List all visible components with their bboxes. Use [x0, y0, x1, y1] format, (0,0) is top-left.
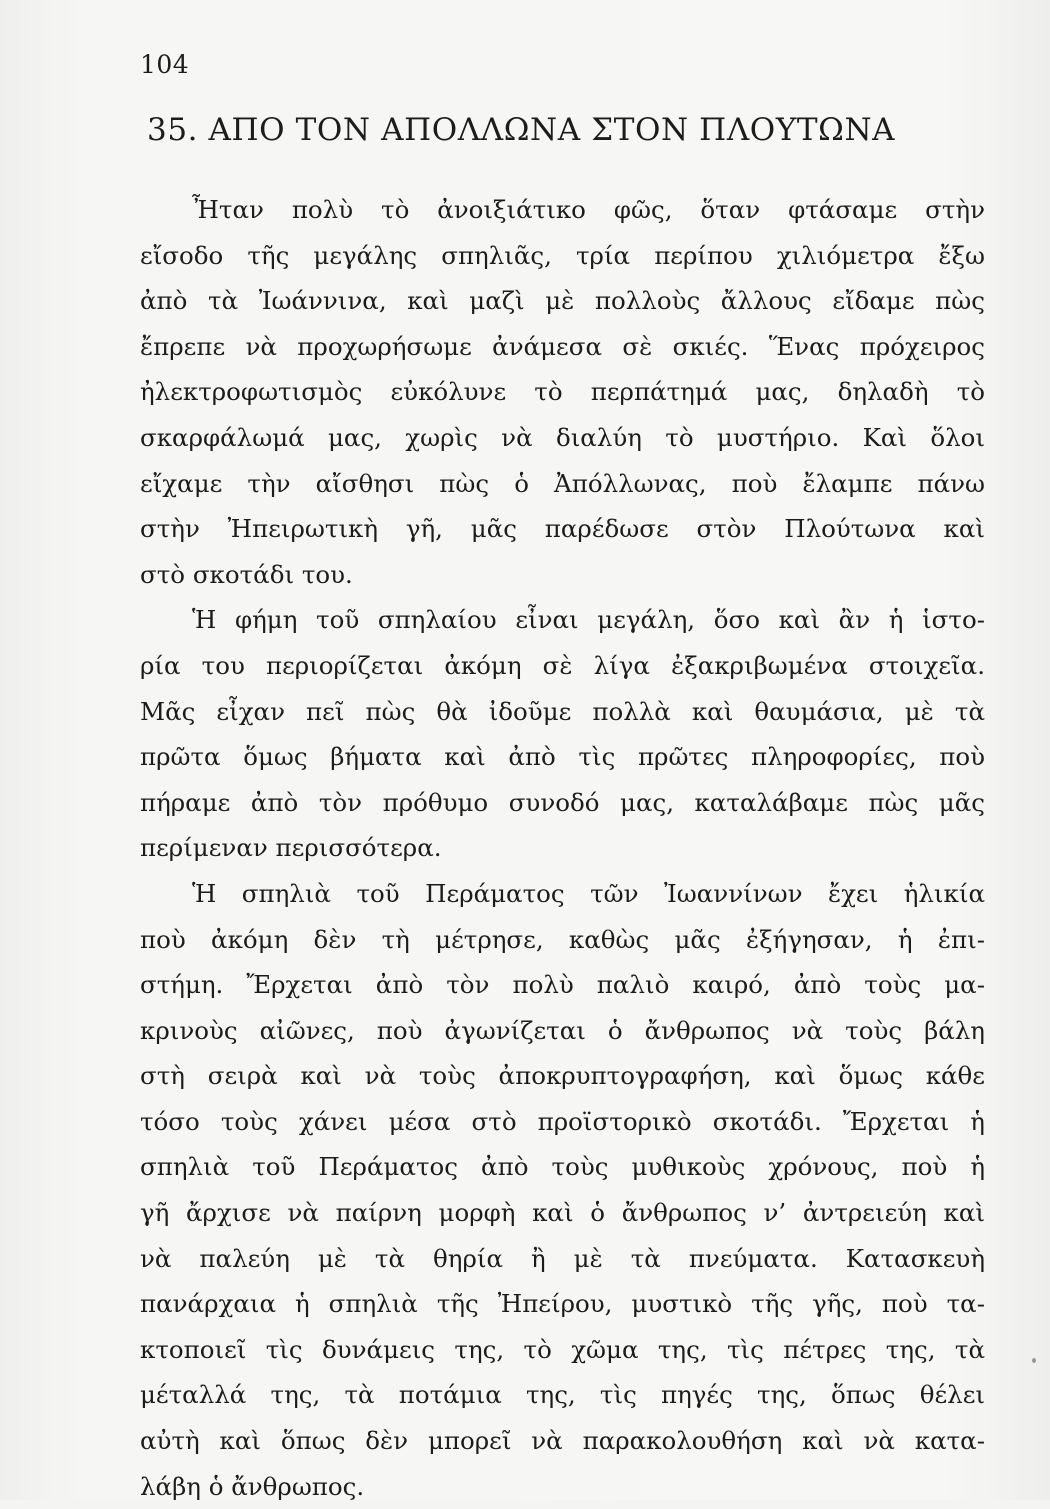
text-line: πήραμε ἀπὸ τὸν πρόθυμο συνοδό μας, καταλάβαμε πὼς μᾶς: [140, 787, 985, 817]
text-line: στὴ σειρὰ καὶ νὰ τοὺς ἀποκρυπτογραφήση, καὶ ὅμως κάθε: [140, 1061, 985, 1091]
text-line: νὰ παλεύη μὲ τὰ θηρία ἢ μὲ τὰ πνεύματα. Κατασκευὴ: [140, 1243, 985, 1273]
text-line: μέταλλά της, τὰ ποτάμια της, τὶς πηγές της, ὅπως θέλει: [140, 1380, 985, 1410]
chapter-title: 35. ΑΠΟ ΤΟΝ ΑΠΟΛΛΩΝΑ ΣΤΟΝ ΠΛΟΥΤΩΝΑ: [147, 112, 896, 148]
text-line: στὸ σκοτάδι του.: [140, 559, 353, 589]
text-line: ρία του περιορίζεται ἀκόμη σὲ λίγα ἐξακριβωμένα στοιχεῖα.: [140, 650, 985, 680]
text-line: αὐτὴ καὶ ὅπως δὲν μπορεῖ νὰ παρακολουθήση καὶ νὰ κατα-: [140, 1426, 985, 1456]
text-line: σπηλιὰ τοῦ Περάματος ἀπὸ τοὺς μυθικοὺς χρόνους, ποὺ ἡ: [140, 1152, 985, 1182]
text-line: ἠλεκτροφωτισμὸς εὐκόλυνε τὸ περπάτημά μας, δηλαδὴ τὸ: [140, 377, 985, 407]
text-line: εἴχαμε τὴν αἴσθησι πὼς ὁ Ἀπόλλωνας, ποὺ ἔλαμπε πάνω: [140, 468, 985, 498]
text-line: Μᾶς εἶχαν πεῖ πὼς θὰ ἰδοῦμε πολλὰ καὶ θαυμάσια, μὲ τὰ: [140, 696, 985, 726]
paper-speck: [1032, 1358, 1036, 1363]
text-line: εἴσοδο τῆς μεγάλης σπηλιᾶς, τρία περίπου χιλιόμετρα ἔξω: [140, 240, 985, 270]
text-line: ἔπρεπε νὰ προχωρήσωμε ἀνάμεσα σὲ σκιές. Ἕνας πρόχειρος: [140, 331, 985, 361]
text-line: Ἦταν πολὺ τὸ ἀνοιξιάτικο φῶς, ὅταν φτάσαμε στὴν: [192, 195, 985, 224]
text-line: τόσο τοὺς χάνει μέσα στὸ προϊστορικὸ σκοτάδι. Ἔρχεται ἡ: [140, 1106, 985, 1136]
text-line: περίμεναν περισσότερα.: [140, 833, 442, 863]
text-line: σκαρφάλωμά μας, χωρὶς νὰ διαλύη τὸ μυστήριο. Καὶ ὅλοι: [140, 422, 985, 452]
text-line: πανάρχαια ἡ σπηλιὰ τῆς Ἠπείρου, μυστικὸ τῆς γῆς, ποὺ τα-: [140, 1289, 985, 1319]
text-line: κτοποιεῖ τὶς δυνάμεις της, τὸ χῶμα της, τὶς πέτρες της, τὰ: [140, 1334, 985, 1364]
page-number: 104: [140, 50, 190, 79]
text-line: στήμη. Ἔρχεται ἀπὸ τὸν πολὺ παλιὸ καιρό, ἀπὸ τοὺς μα-: [140, 970, 985, 1000]
text-line: στὴν Ἠπειρωτικὴ γῆ, μᾶς παρέδωσε στὸν Πλούτωνα καὶ: [140, 514, 985, 544]
text-line: κρινοὺς αἰῶνες, ποὺ ἀγωνίζεται ὁ ἄνθρωπος νὰ τοὺς βάλη: [140, 1015, 985, 1045]
text-line: γῆ ἄρχισε νὰ παίρνη μορφὴ καὶ ὁ ἄνθρωπος ν’ ἀντρειεύη καὶ: [140, 1198, 985, 1228]
text-line: λάβη ὁ ἄνθρωπος.: [140, 1471, 365, 1501]
text-line: πρῶτα ὅμως βήματα καὶ ἀπὸ τὶς πρῶτες πληροφορίες, ποὺ: [140, 742, 985, 772]
text-line: ποὺ ἀκόμη δὲν τὴ μέτρησε, καθὼς μᾶς ἐξήγησαν, ἡ ἐπι-: [140, 924, 985, 954]
body-text: [140, 187, 985, 1509]
text-line: ἀπὸ τὰ Ἰωάννινα, καὶ μαζὶ μὲ πολλοὺς ἄλλους εἴδαμε πὼς: [140, 286, 985, 316]
text-line: Ἡ φήμη τοῦ σπηλαίου εἶναι μεγάλη, ὅσο καὶ ἂν ἡ ἱστο-: [192, 605, 985, 635]
text-line: Ἡ σπηλιὰ τοῦ Περάματος τῶν Ἰωαννίνων ἔχει ἡλικία: [192, 878, 985, 908]
